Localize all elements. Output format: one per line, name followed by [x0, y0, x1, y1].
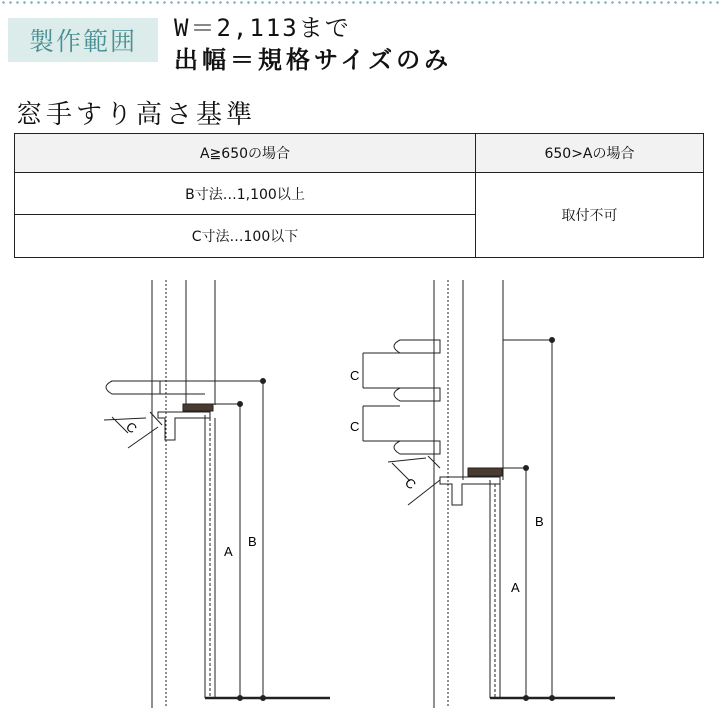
table-header-right: 650>Aの場合 — [476, 134, 704, 173]
window-sill — [183, 404, 213, 411]
section-title: 窓手すり高さ基準 — [16, 100, 257, 130]
rail-end — [394, 340, 440, 353]
label-a-left: A — [224, 544, 233, 559]
dim-dot — [238, 402, 243, 407]
production-range-text — [174, 12, 452, 76]
dim-dot — [261, 696, 266, 701]
right-diagram — [363, 280, 615, 708]
label-c-right-1: C — [350, 368, 360, 383]
bracket — [440, 477, 500, 505]
table-cell-b-dimension: B寸法…1,100以上 — [15, 173, 476, 215]
dim-c-ext — [388, 458, 426, 462]
range-projection-line: 出幅＝規格サイズのみ — [174, 46, 453, 74]
table-cell-not-installable: 取付不可 — [476, 173, 704, 258]
window-sill — [468, 468, 502, 476]
label-c-left: C — [123, 418, 140, 437]
table-header-row — [15, 134, 704, 173]
dim-c-ext — [104, 418, 146, 420]
dim-dot — [550, 696, 555, 701]
dim-dot — [524, 466, 529, 471]
range-width-line: W＝2,113まで — [174, 14, 351, 42]
label-b-right: B — [535, 514, 544, 529]
table-cell-c-dimension: C寸法…100以下 — [15, 215, 476, 258]
dim-dot — [238, 696, 243, 701]
dim-dot — [524, 696, 529, 701]
dim-dot — [550, 338, 555, 343]
label-a-right: A — [511, 580, 520, 595]
height-standard-table — [14, 133, 704, 258]
production-range-badge — [8, 18, 158, 62]
table-row — [15, 173, 704, 215]
label-b-left: B — [248, 534, 257, 549]
badge-label: 製作範囲 — [28, 27, 137, 56]
dim-c-ext — [392, 463, 410, 481]
label-c-right-3: C — [402, 474, 419, 493]
rail-end — [394, 441, 440, 454]
top-dotted-rule — [0, 0, 720, 5]
rail-end — [394, 388, 440, 401]
dim-dot — [261, 379, 266, 384]
left-diagram — [104, 280, 330, 708]
table-header-left: A≧650の場合 — [15, 134, 476, 173]
label-c-right-2: C — [350, 419, 360, 434]
installation-diagrams — [0, 270, 720, 720]
